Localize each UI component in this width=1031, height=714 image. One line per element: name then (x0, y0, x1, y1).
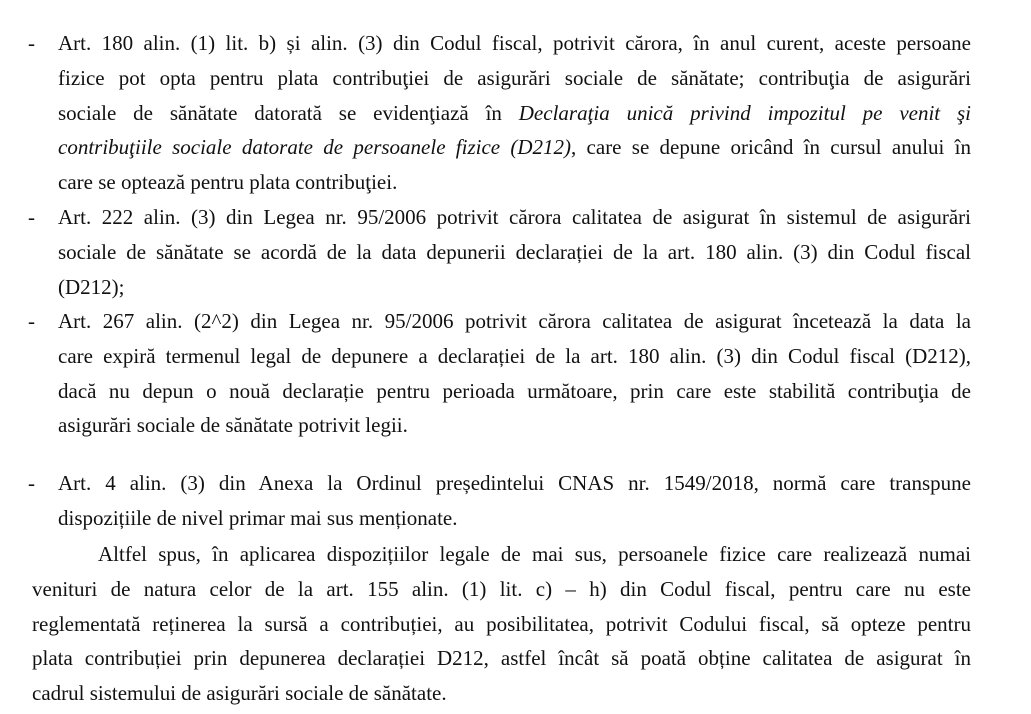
bullet-marker: - (28, 471, 35, 495)
text-line (58, 61, 971, 96)
text-line (58, 466, 971, 501)
text-run: (D212); (58, 274, 125, 299)
summary-paragraph (32, 537, 971, 711)
bullet-item (58, 466, 971, 536)
text-run: sociale de sănătate datorată se evidenţiază în (58, 100, 519, 125)
bullet-marker: - (28, 309, 35, 333)
text-line: reglementată reținerea la sursă a contribuției, au posibilitatea, potrivit Codului fiscal, să opteze pentru (32, 611, 971, 636)
bullet-item (58, 26, 971, 200)
text-run: Art. 222 alin. (3) din Legea nr. 95/2006 potrivit cărora calitatea de asigurat în sistemul de asigurări (58, 205, 971, 229)
text-line (58, 26, 971, 61)
bullet-item (58, 200, 971, 304)
text-run: asigurări sociale de sănătate potrivit legii. (58, 413, 408, 438)
text-line: Altfel spus, în aplicarea dispozițiilor legale de mai sus, persoanele fizice care realizează numai (98, 542, 971, 566)
text-run: Art. 4 alin. (3) din Anexa la Ordinul președintelui CNAS nr. 1549/2018, normă care transpune (58, 471, 971, 495)
text-run: Art. 180 alin. (1) lit. b) și alin. (3) din Codul fiscal, potrivit cărora, în anul curent, aceste persoane (58, 31, 971, 55)
text-run: , care se depune oricând în cursul anului în (571, 135, 971, 160)
text-line (58, 130, 971, 165)
text-line: venituri de natura celor de la art. 155 alin. (1) lit. c) – h) din Codul fiscal, pentru care nu este (32, 576, 971, 601)
text-line (58, 339, 971, 374)
bullet-marker: - (28, 31, 35, 55)
text-run: care expiră termenul legal de depunere a declarației de la art. 180 alin. (3) din Codul fiscal (D212), (58, 343, 971, 368)
text-line (58, 165, 971, 200)
text-line (58, 374, 971, 409)
text-run: Art. 267 alin. (2^2) din Legea nr. 95/2006 potrivit cărora calitatea de asigurat încetează la data la (58, 309, 971, 333)
text-line (58, 408, 971, 443)
text-run: fizice pot opta pentru plata contribuţiei de asigurări sociale de sănătate; contribuţia de asigurări (58, 65, 971, 90)
bullet-item (58, 304, 971, 443)
text-line (58, 304, 971, 339)
bullet-marker: - (28, 205, 35, 229)
italic-text: contribuţiile sociale datorate de persoanele fizice (D212) (58, 135, 572, 160)
text-line (58, 501, 971, 536)
text-run: dacă nu depun o nouă declarație pentru perioada următoare, prin care este stabilită contribuţia de (58, 378, 971, 403)
text-line: plata contribuției prin depunerea declarației D212, astfel încât să poată obține calitatea de asigurat în (32, 646, 971, 671)
text-run: dispozițiile de nivel primar mai sus menționate. (58, 505, 458, 530)
text-line: cadrul sistemului de asigurări sociale de sănătate. (32, 681, 447, 706)
text-run: sociale de sănătate se acordă de la data depunerii declarației de la art. 180 alin. (3) din Codul fiscal (58, 239, 971, 264)
text-line (58, 96, 971, 131)
text-line (58, 270, 971, 305)
text-run: care se optează pentru plata contribuţiei. (58, 170, 398, 195)
italic-text: Declaraţia unică privind impozitul pe venit şi (518, 100, 971, 125)
text-line (58, 200, 971, 235)
text-line (58, 235, 971, 270)
